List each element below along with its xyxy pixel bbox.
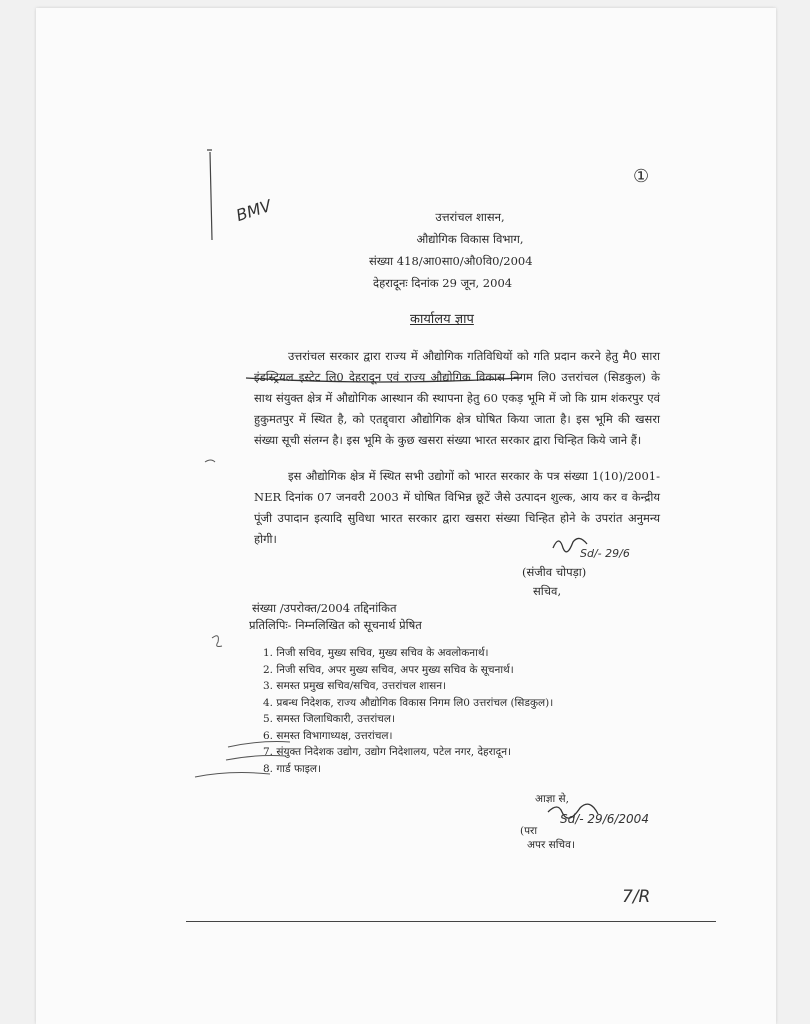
signature-handwritten-2: Sd/- 29/6/2004: [560, 812, 649, 826]
list-item: 2. निजी सचिव, अपर मुख्य सचिव, अपर मुख्य सचिव के सूचनार्थ।: [263, 663, 514, 676]
body-paragraph-1: [254, 346, 660, 451]
paragraph-1-text: उत्तरांचल सरकार द्वारा राज्य में औद्योगिक गतिविधियों को गति प्रदान करने हेतु मै0 सारा इंडस्ट्रियल इस्टेट लि0 देहरादून एवं राज्य औद्योगिक विकास निगम लि0 उत्तरांचल (सिडकुल) के साथ संयुक्त क्षेत्र में औद्योगिक आस्थान की स्थापना हेतु 60 एकड़ भूमि में जो कि ग्राम शंकरपुर एवं हुकुमतपुर में स्थित है, को एतद्द्वारा औद्योगिक क्षेत्र घोषित किया जाता है। इस भूमि की खसरा संख्या सूची संलग्न है। इस भूमि के कुछ खसरा संख्या भारत सरकार द्वारा चिन्हित किये जाने हैं।: [254, 349, 660, 447]
margin-bracket: [207, 150, 212, 240]
copy-number-line: संख्या /उपरोक्त/2004 तद्दिनांकित: [252, 601, 397, 615]
reference-number: संख्या 418/आ0सा0/औ0वि0/2004: [369, 254, 533, 268]
margin-note-initials: BMV: [233, 195, 274, 226]
signatory-designation: सचिव,: [533, 584, 562, 598]
issue-date: देहरादूनः दिनांक 29 जून, 2004: [373, 276, 513, 290]
list-item: 7. संयुक्त निदेशक उद्योग, उद्योग निदेशालय, पटेल नगर, देहरादून।: [263, 746, 512, 758]
bottom-rule: [186, 921, 716, 922]
department-name: औद्योगिक विकास विभाग,: [416, 232, 524, 246]
list-item: 4. प्रबन्ध निदेशक, राज्य औद्योगिक विकास निगम लि0 उत्तरांचल (सिडकुल)।: [263, 696, 554, 709]
signatory-name: (संजीव चोपड़ा): [522, 565, 587, 579]
signature-initials-1: Sd/- 29/6: [580, 547, 630, 560]
recipient-list: [263, 645, 553, 777]
paragraph-2-text: इस औद्योगिक क्षेत्र में स्थित सभी उद्योगों को भारत सरकार के पत्र संख्या 1(10)/2001-NER दिनांक 07 जनवरी 2003 में घोषित विभिन्न छूटें जैसे उत्पादन शुल्क, आय कर व केन्द्रीय पूंजी उपादान इत्यादि सुविधा भारत सरकार द्वारा खसरा संख्या चिन्हित होने के उपरांत अनुमन्य होगी।: [254, 469, 660, 546]
page-number-mark: ①: [633, 166, 650, 187]
list-item: 8. गार्ड फाइल।: [263, 762, 322, 775]
signatory-2-name: (परा: [520, 825, 538, 837]
document-title: कार्यालय ज्ञाप: [410, 312, 474, 327]
pencil-scribble-2: [205, 460, 215, 462]
list-item: 6. समस्त विभागाध्यक्ष, उत्तरांचल।: [263, 729, 393, 742]
list-item: 5. समस्त जिलाधिकारी, उत्तरांचल।: [263, 713, 395, 725]
list-item: 1. निजी सचिव, मुख्य सचिव, मुख्य सचिव के अवलोकनार्थ।: [263, 647, 489, 659]
signatory-2-designation: अपर सचिव।: [527, 839, 575, 851]
government-name: उत्तरांचल शासन,: [435, 210, 505, 224]
by-order-text: आज्ञा से,: [535, 793, 569, 805]
copy-intro: प्रतिलिपिः- निम्नलिखित को सूचनार्थ प्रेषित: [249, 618, 422, 632]
margin-note-bottom: 7/R: [622, 887, 651, 907]
pencil-scribble: [212, 636, 222, 647]
list-item: 3. समस्त प्रमुख सचिव/सचिव, उत्तरांचल शासन।: [263, 680, 447, 692]
body-paragraph-2: [254, 466, 660, 550]
